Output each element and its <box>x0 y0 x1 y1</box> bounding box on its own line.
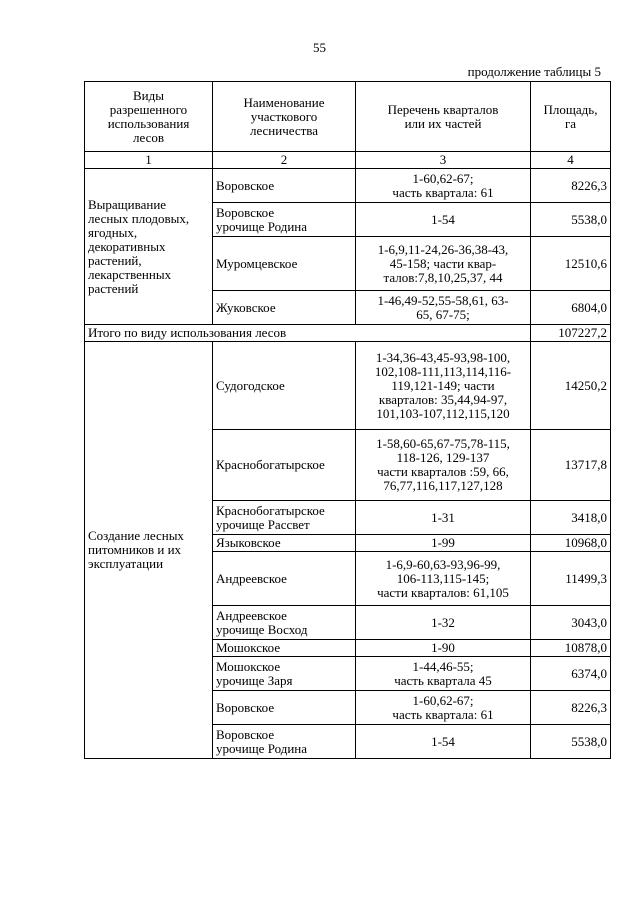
total-row <box>85 325 611 342</box>
quarters-list: 1-99 <box>356 535 531 552</box>
header-quarters-list: Перечень кварталов или их частей <box>356 82 531 152</box>
table-continuation-label: продолжение таблицы 5 <box>467 64 601 79</box>
quarters-list: 1-58,60-65,67-75,78-115, 118-126, 129-137 части кварталов :59, 66, 76,77,116,117,127,128 <box>356 430 531 501</box>
area-value: 8226,3 <box>531 691 611 725</box>
forestry-name: Мошокское <box>213 640 356 657</box>
page-number: 55 <box>313 40 326 55</box>
area-value: 6374,0 <box>531 657 611 691</box>
quarters-list: 1-60,62-67; часть квартала: 61 <box>356 691 531 725</box>
forestry-name: Андреевское урочище Восход <box>213 606 356 640</box>
col-number-1: 1 <box>85 152 213 169</box>
total-area: 107227,2 <box>531 325 611 342</box>
quarters-list: 1-44,46-55; часть квартала 45 <box>356 657 531 691</box>
header-row <box>85 82 611 152</box>
forestry-name: Воровское <box>213 169 356 203</box>
area-value: 3043,0 <box>531 606 611 640</box>
col-number-2: 2 <box>213 152 356 169</box>
forestry-name: Муромцевское <box>213 237 356 291</box>
area-value: 10968,0 <box>531 535 611 552</box>
forestry-name: Жуковское <box>213 291 356 325</box>
area-value: 11499,3 <box>531 552 611 606</box>
use-category-cultivation: Выращивание лесных плодовых, ягодных, декоративных растений, лекарственных растений <box>85 169 213 325</box>
forestry-name: Судогодское <box>213 342 356 430</box>
column-number-row <box>85 152 611 169</box>
quarters-list: 1-46,49-52,55-58,61, 63- 65, 67-75; <box>356 291 531 325</box>
area-value: 3418,0 <box>531 501 611 535</box>
area-value: 5538,0 <box>531 725 611 759</box>
area-value: 5538,0 <box>531 203 611 237</box>
forestry-name: Воровское урочище Родина <box>213 725 356 759</box>
quarters-list: 1-6,9-60,63-93,96-99, 106-113,115-145; части кварталов: 61,105 <box>356 552 531 606</box>
table-row <box>85 342 611 430</box>
quarters-list: 1-6,9,11-24,26-36,38-43, 45-158; части квар- талов:7,8,10,25,37, 44 <box>356 237 531 291</box>
forestry-name: Краснобогатырское <box>213 430 356 501</box>
use-category-nurseries: Создание лесных питомников и их эксплуатации <box>85 342 213 759</box>
total-label: Итого по виду использования лесов <box>85 325 531 342</box>
area-value: 10878,0 <box>531 640 611 657</box>
header-forestry-name: Наименование участкового лесничества <box>213 82 356 152</box>
table-row <box>85 169 611 203</box>
area-value: 6804,0 <box>531 291 611 325</box>
forestry-name: Воровское <box>213 691 356 725</box>
quarters-list: 1-90 <box>356 640 531 657</box>
quarters-list: 1-54 <box>356 203 531 237</box>
area-value: 8226,3 <box>531 169 611 203</box>
quarters-list: 1-31 <box>356 501 531 535</box>
col-number-4: 4 <box>531 152 611 169</box>
forestry-name: Краснобогатырское урочище Рассвет <box>213 501 356 535</box>
quarters-list: 1-34,36-43,45-93,98-100, 102,108-111,113,114,116- 119,121-149; части кварталов: 35,44,94-97, 101,103-107,112,115,120 <box>356 342 531 430</box>
area-value: 12510,6 <box>531 237 611 291</box>
header-area: Площадь, га <box>531 82 611 152</box>
area-value: 13717,8 <box>531 430 611 501</box>
quarters-list: 1-54 <box>356 725 531 759</box>
forestry-name: Воровское урочище Родина <box>213 203 356 237</box>
forestry-name: Языковское <box>213 535 356 552</box>
col-number-3: 3 <box>356 152 531 169</box>
quarters-list: 1-32 <box>356 606 531 640</box>
forestry-name: Мошокское урочище Заря <box>213 657 356 691</box>
forestry-name: Андреевское <box>213 552 356 606</box>
quarters-list: 1-60,62-67; часть квартала: 61 <box>356 169 531 203</box>
header-use-type: Виды разрешенного использования лесов <box>85 82 213 152</box>
forest-use-table <box>84 81 611 759</box>
area-value: 14250,2 <box>531 342 611 430</box>
